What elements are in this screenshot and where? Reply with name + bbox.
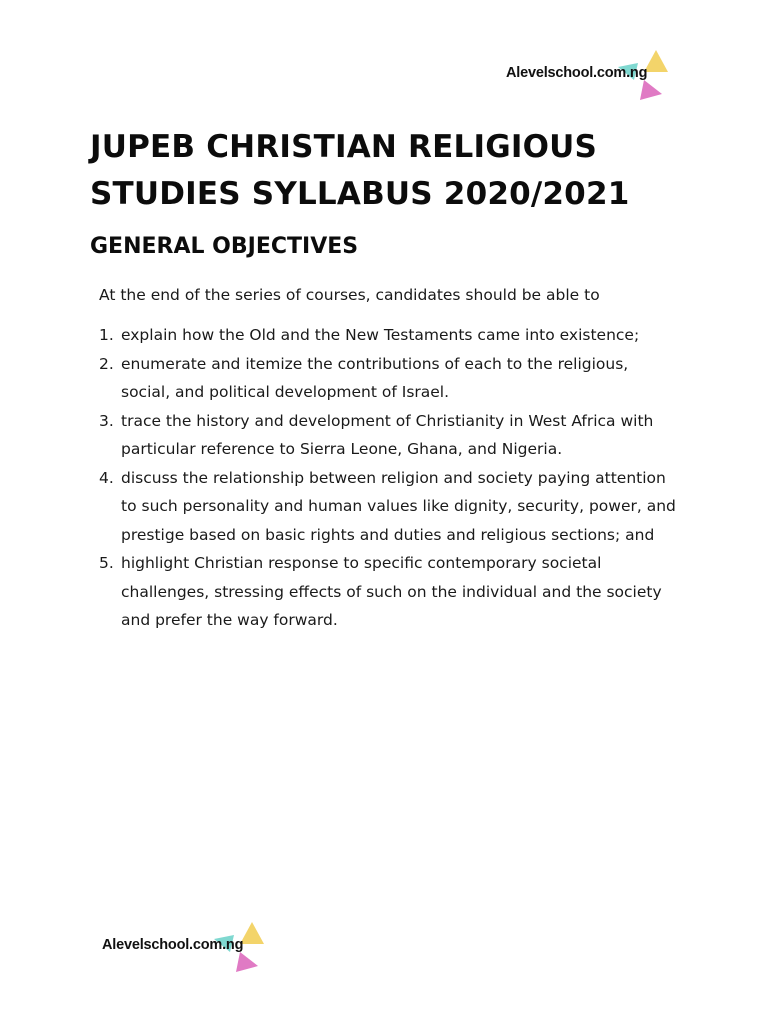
list-item-number: 3. [99,411,114,430]
list-item-number: 5. [99,554,114,572]
footer-logo-text: Alevelschool.com.ng [102,937,244,953]
section-heading: GENERAL OBJECTIVES [90,234,359,259]
header-logo-text: Alevelschool.com.ng [506,65,648,81]
list-item-text: explain how the Old and the New Testaments came into existence; [121,326,640,344]
intro-paragraph: At the end of the series of courses, candidates should be able to [99,286,600,304]
list-item-text: enumerate and itemize the contributions of each to the religious, social, and political development of Israel. [121,354,629,401]
list-item-number: 1. [99,326,114,344]
list-item-text: discuss the relationship between religion and society paying attention to such personality and human values like dignity, security, power, and prestige based on basic rights and duties and religious sections; and [121,468,676,544]
list-item [99,464,679,550]
list-item [99,321,679,350]
list-item-number: 4. [99,468,114,487]
list-item-text: trace the history and development of Christianity in West Africa with particular reference to Sierra Leone, Ghana, and Nigeria. [121,411,654,458]
list-item [99,407,679,464]
list-item-text: highlight Christian response to specific contemporary societal challenges, stressing effects of such on the individual and the society and prefer the way forward. [121,554,662,629]
list-item [99,350,679,407]
list-item-number: 2. [99,354,114,373]
objectives-list [99,321,679,635]
document-title: JUPEB CHRISTIAN RELIGIOUS STUDIES SYLLABUS 2020/2021 [90,129,630,212]
footer-logo [102,922,272,962]
list-item [99,549,679,635]
header-logo [506,50,676,90]
